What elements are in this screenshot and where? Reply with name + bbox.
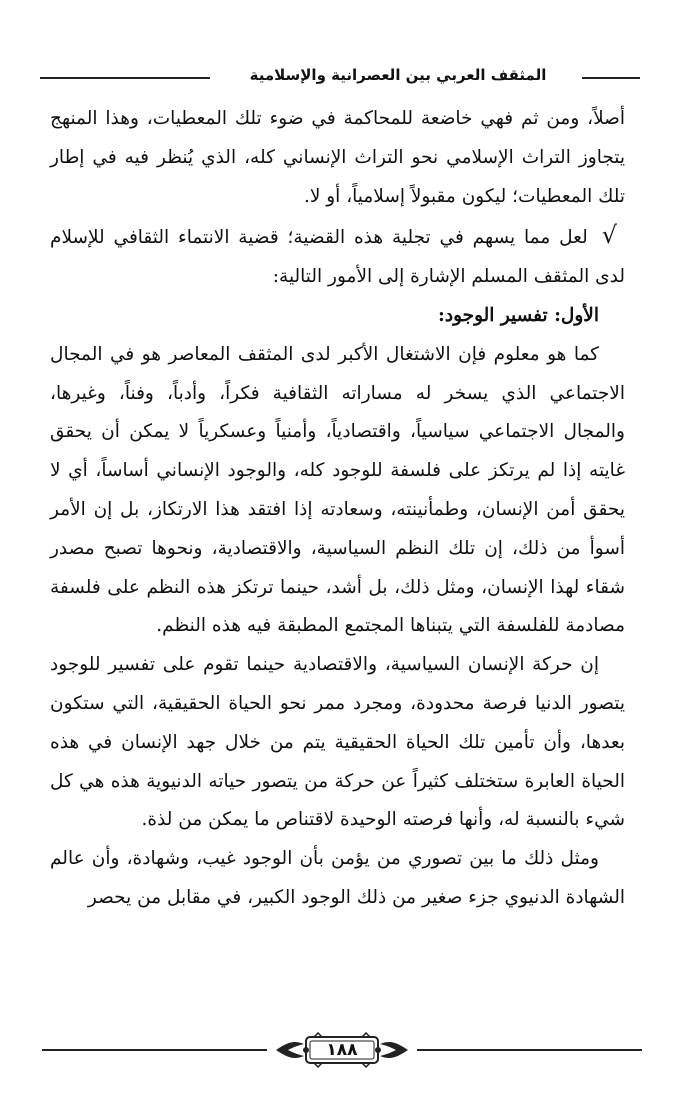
page-footer (42, 1030, 642, 1070)
paragraph-checkmark (50, 216, 625, 297)
page-body (50, 100, 625, 918)
header-rule-left (40, 77, 210, 79)
section-subheading: الأول: تفسير الوجود: (438, 304, 599, 326)
footer-rule-right (417, 1049, 642, 1051)
paragraph-checkmark-text: لعل مما يسهم في تجلية هذه القضية؛ قضية الانتماء الثقافي للإسلام لدى المثقف المسلم الإشارة إلى الأمور التالية: (50, 227, 625, 288)
footer-rule-left (42, 1049, 267, 1051)
paragraph-continuation: أصلاً، ومن ثم فهي خاضعة للمحاكمة في ضوء تلك المعطيات، وهذا المنهج يتجاوز التراث الإسلامي نحو التراث الإنساني كله، الذي يُنظر فيه في إطار تلك المعطيات؛ ليكون مقبولاً إسلامياً، أو لا. (50, 108, 625, 207)
check-mark-icon: √ (601, 221, 617, 250)
header-rule-right (582, 77, 640, 79)
paragraph-unseen: ومثل ذلك ما بين تصوري من يؤمن بأن الوجود غيب، وشهادة، وأن عالم الشهادة الدنيوي جزء صغير من ذلك الوجود الكبير، في مقابل من يحصر (50, 848, 625, 908)
running-header (40, 62, 640, 88)
page-number-ornament-icon (274, 1032, 410, 1068)
header-title: المثقف العربي بين العصرانية والإسلامية (249, 66, 547, 84)
page-number: ١٨٨ (326, 1040, 358, 1060)
paragraph-existence: كما هو معلوم فإن الاشتغال الأكبر لدى المثقف المعاصر هو في المجال الاجتماعي الذي يسخر له مساراته الثقافية فكراً، وأدباً، وفناً، وغيرها، والمجال الاجتماعي سياسياً، واقتصادياً، وأمنياً وعسكرياً لا يمكن أن يحقق غايته إذا لم يرتكز على فلسفة للوجود كله، والوجود الإنساني أساساً، أي لا يحقق أمن الإنسان، وطمأنينته، وسعادته إذا افتقد هذا الارتكاز، بل إن الأمر أسوأ من ذلك، إن تلك النظم السياسية، والاقتصادية، ونحوها تصبح مصدر شقاء لهذا الإنسان، ومثل ذلك، بل أشد، حينما ترتكز هذه النظم على فلسفة مصادمة للفلسفة التي يتبناها المجتمع المطبقة فيه هذه النظم. (50, 343, 625, 637)
paragraph-movement: إن حركة الإنسان السياسية، والاقتصادية حينما تقوم على تفسير للوجود يتصور الدنيا فرصة محدودة، ومجرد ممر نحو الحياة الحقيقية، التي ستكون بعدها، وأن تأمين تلك الحياة الحقيقية يتم من خلال جهد الإنسان في هذه الحياة العابرة ستختلف كثيراً عن حركة من يتصور حياته الدنيوية هذه هي كل شيء بالنسبة له، وأنها فرصته الوحيدة لاقتناص ما يمكن من لذة. (50, 654, 625, 831)
